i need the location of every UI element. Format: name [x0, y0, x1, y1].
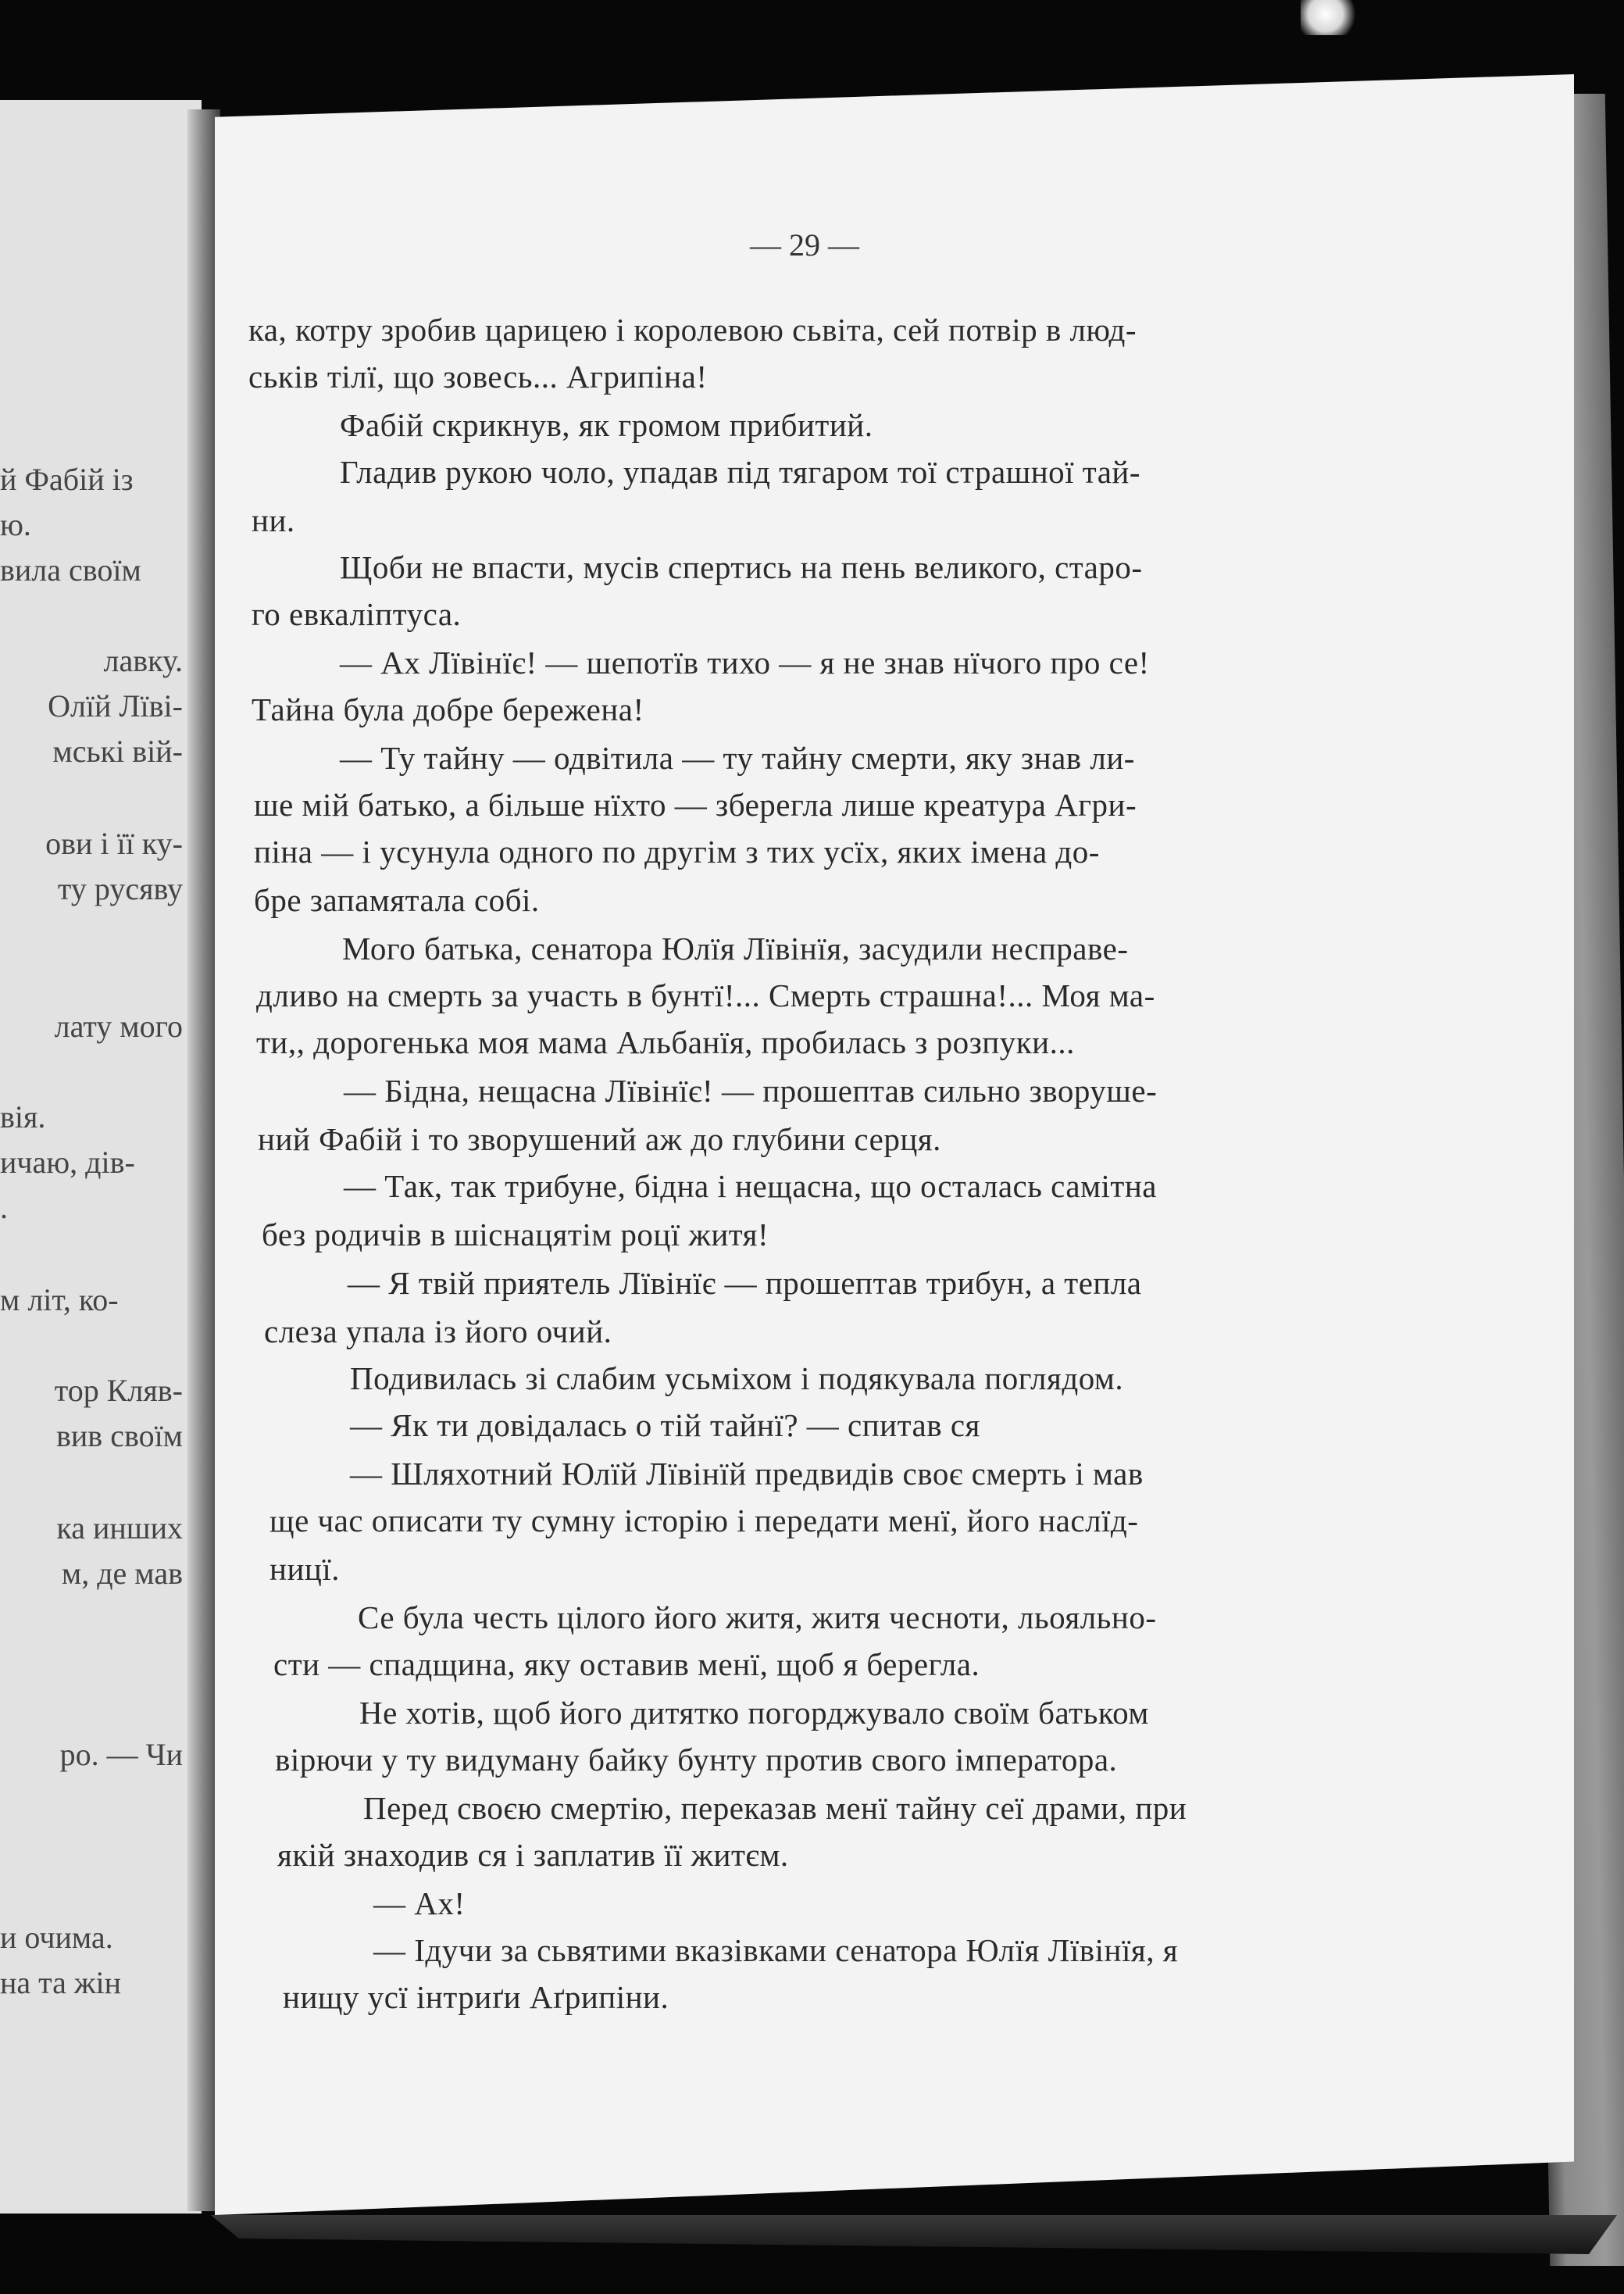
text-line: Не хотів, щоб його дитятко погорджувало своїм батьком [359, 1695, 1149, 1731]
left-page-line: лату мого [54, 1009, 183, 1044]
text-line: сти — спадщина, яку оставив менї, щоб я берегла. [273, 1646, 980, 1682]
left-page-line: и очима. [0, 1920, 113, 1955]
left-page-line: тор Кляв- [54, 1373, 183, 1408]
text-line: Се була честь цілого його житя, житя чесноти, льояльно- [358, 1599, 1157, 1635]
text-line: ни. [252, 502, 295, 538]
left-page-line: на та жін [0, 1965, 122, 2000]
text-line: вірючи у ту видуману байку бунту против свого імператора. [275, 1742, 1118, 1778]
text-line: без родичів в шіснацятім роцї житя! [262, 1217, 769, 1252]
left-page-line: ту русяву [57, 871, 183, 906]
text-line: піна — і усунула одного по другім з тих усїх, яких імена до- [254, 834, 1100, 870]
text-line: ще час описати ту сумну історію і передати менї, його наслїд- [269, 1503, 1139, 1538]
left-page-line: м літ, ко- [0, 1282, 119, 1317]
text-line: го евкаліптуса. [252, 596, 462, 632]
text-line: ше мій батько, а більше нїхто — зберегла лише креатура Агри- [254, 787, 1137, 823]
text-line: — Я твій приятель Лївінїє — прошептав трибун, а тепла [348, 1265, 1142, 1301]
text-line: — Ідучи за сьвятими вказівками сенатора Юлїя Лївінїя, я [373, 1932, 1179, 1968]
left-page-line: ка инших [56, 1510, 183, 1545]
text-line: — Бідна, нещасна Лївінїє! — прошептав сильно зворуше- [344, 1073, 1158, 1109]
page-bottom-edge [211, 2215, 1617, 2254]
left-page-line: ичаю, дів- [0, 1145, 135, 1180]
text-line: — Ах Лївінїє! — шепотїв тихо — я не знав нїчого про се! [340, 645, 1150, 681]
text-line: Перед своєю смертію, переказав менї тайну сеї драми, при [363, 1790, 1187, 1826]
text-line: — Шляхотний Юлїй Лївінїй предвидів своє смерть і мав [350, 1456, 1144, 1492]
left-page-line: ю. [0, 507, 31, 542]
text-line: — Ах! [373, 1885, 466, 1921]
left-page [0, 100, 202, 2214]
text-line: — Як ти довідалась о тій тайнї? — спитав ся [350, 1407, 980, 1443]
left-page-line: й Фабій із [0, 462, 134, 497]
text-line: бре запамятала собі. [254, 882, 540, 918]
text-line: — Ту тайну — одвітила — ту тайну смерти, яку знав ли- [340, 740, 1135, 776]
left-page-line: вія. [0, 1099, 46, 1134]
scan-artifact [1301, 0, 1363, 35]
text-line: нищу усї інтриґи Аґрипіни. [283, 1979, 669, 2015]
text-line: Гладив рукою чоло, упадав під тягаром тої страшної тай- [340, 454, 1141, 490]
left-page-line: ови і її ку- [45, 826, 183, 861]
text-line: Тайна була добре бережена! [252, 691, 644, 727]
left-page-line: вила своїм [0, 552, 141, 588]
text-line: Щоби не впасти, мусів спертись на пень великого, старо- [340, 549, 1143, 585]
text-line: ницї. [269, 1551, 340, 1587]
text-line: ськів тілї, що зовесь... Агрипіна! [248, 359, 708, 395]
text-line: слеза упала із його очий. [264, 1313, 612, 1349]
page-number: — 29 — [750, 227, 859, 263]
text-line: Мого батька, сенатора Юлїя Лївінїя, засудили несправе- [342, 931, 1129, 967]
text-line: ка, котру зробив царицею і королевою сьвіта, сей потвір в люд- [248, 312, 1137, 348]
text-line: — Так, так трибуне, бідна і нещасна, що осталась самітна [344, 1168, 1157, 1204]
text-line: ний Фабій і то зворушений аж до глубини серця. [258, 1121, 941, 1157]
text-line: Подивилась зі слабим усьміхом і подякувала поглядом. [350, 1360, 1124, 1396]
left-page-line: мські вій- [52, 734, 183, 769]
left-page-line: м, де мав [61, 1556, 183, 1591]
left-page-line: вив своїм [56, 1418, 183, 1453]
text-line: дливо на смерть за участь в бунтї!... Смерть страшна!... Моя ма- [256, 977, 1155, 1013]
text-line: ти,, дорогенька моя мама Альбанїя, пробилась з розпуки... [256, 1024, 1075, 1060]
left-page-line: лавку. [103, 643, 183, 678]
text-line: Фабій скрикнув, як громом прибитий. [340, 407, 873, 443]
left-page-line: ро. — Чи [59, 1737, 183, 1772]
left-page-line: . [0, 1190, 8, 1225]
text-line: якій знаходив ся і заплатив її житєм. [277, 1837, 789, 1873]
left-page-line: Олїй Лїві- [48, 688, 183, 724]
